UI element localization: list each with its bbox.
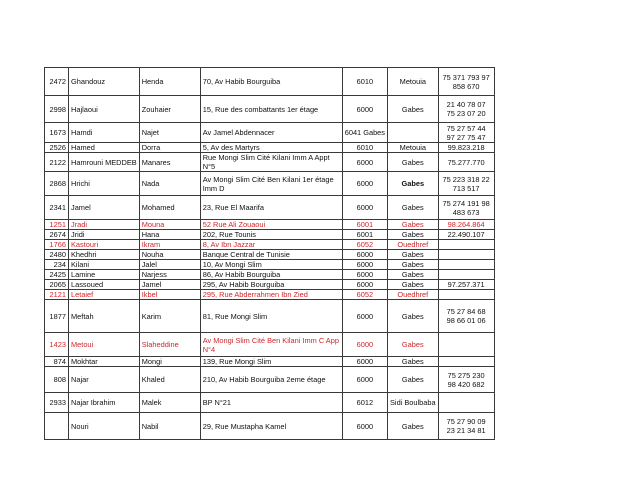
id-cell: 874 xyxy=(45,357,69,367)
table-row xyxy=(45,68,495,96)
id-cell: 2425 xyxy=(45,270,69,280)
address-cell: 5, Av des Martyrs xyxy=(200,143,342,153)
id-cell: 2998 xyxy=(45,96,69,123)
phone-cell: 97.257.371 xyxy=(438,280,494,290)
id-cell: 2480 xyxy=(45,250,69,260)
table-row xyxy=(45,290,495,300)
last-name-cell: Hamrouni MEDDEB xyxy=(69,153,140,172)
table-row xyxy=(45,220,495,230)
postal-code-cell: 6000 xyxy=(342,413,387,440)
city-cell: Gabes xyxy=(388,196,439,220)
last-name-cell: Kastouri xyxy=(69,240,140,250)
table-row xyxy=(45,300,495,333)
first-name-cell: Mongi xyxy=(139,357,200,367)
phone-cell xyxy=(438,240,494,250)
first-name-cell: Mouna xyxy=(139,220,200,230)
table-row xyxy=(45,153,495,172)
last-name-cell: Meftah xyxy=(69,300,140,333)
table-row xyxy=(45,270,495,280)
address-cell: 15, Rue des combattants 1er étage xyxy=(200,96,342,123)
phone-cell: 75 275 230 98 420 682 xyxy=(438,367,494,393)
table-row xyxy=(45,357,495,367)
address-cell: 81, Rue Mongi Slim xyxy=(200,300,342,333)
postal-code-cell: 6000 xyxy=(342,196,387,220)
postal-code-cell: 6010 xyxy=(342,68,387,96)
address-cell: 52 Rue Ali Zouaoui xyxy=(200,220,342,230)
last-name-cell: Mokhtar xyxy=(69,357,140,367)
address-cell: BP N°21 xyxy=(200,393,342,413)
table-row xyxy=(45,260,495,270)
first-name-cell: Slaheddine xyxy=(139,333,200,357)
last-name-cell: Nouri xyxy=(69,413,140,440)
last-name-cell: Jamel xyxy=(69,196,140,220)
table-row xyxy=(45,143,495,153)
id-cell: 234 xyxy=(45,260,69,270)
first-name-cell: Nada xyxy=(139,172,200,196)
id-cell: 1877 xyxy=(45,300,69,333)
postal-code-cell: 6000 xyxy=(342,270,387,280)
table-row xyxy=(45,393,495,413)
city-cell: Gabes xyxy=(388,250,439,260)
table-row xyxy=(45,413,495,440)
last-name-cell: Hrichi xyxy=(69,172,140,196)
last-name-cell: Najar Ibrahim xyxy=(69,393,140,413)
last-name-cell: Hamdi xyxy=(69,123,140,143)
city-cell: Gabes xyxy=(388,280,439,290)
last-name-cell: Jradi xyxy=(69,220,140,230)
city-cell: Gabes xyxy=(388,230,439,240)
table-row xyxy=(45,333,495,357)
postal-code-cell: 6000 xyxy=(342,172,387,196)
address-cell: 295, Av Habib Bourguiba xyxy=(200,280,342,290)
first-name-cell: Hana xyxy=(139,230,200,240)
table-row xyxy=(45,196,495,220)
last-name-cell: Hamed xyxy=(69,143,140,153)
city-cell: Ouedhref xyxy=(388,290,439,300)
table-body xyxy=(45,68,495,440)
postal-code-cell: 6000 xyxy=(342,96,387,123)
id-cell: 1251 xyxy=(45,220,69,230)
address-cell: Banque Central de Tunisie xyxy=(200,250,342,260)
first-name-cell: Narjess xyxy=(139,270,200,280)
city-cell: Gabes xyxy=(388,270,439,280)
city-cell: Gabes xyxy=(388,333,439,357)
table-row xyxy=(45,367,495,393)
first-name-cell: Ikbel xyxy=(139,290,200,300)
address-cell: 29, Rue Mustapha Kamel xyxy=(200,413,342,440)
address-cell: Av Mongi Slim Cité Ben Kilani Imm C App N°4 xyxy=(200,333,342,357)
last-name-cell: Metoui xyxy=(69,333,140,357)
city-cell: Ouedhref xyxy=(388,240,439,250)
phone-cell xyxy=(438,260,494,270)
last-name-cell: Najar xyxy=(69,367,140,393)
phone-cell: 75 27 57 44 97 27 75 47 xyxy=(438,123,494,143)
id-cell: 2065 xyxy=(45,280,69,290)
phone-cell: 75 371 793 97 858 670 xyxy=(438,68,494,96)
first-name-cell: Dorra xyxy=(139,143,200,153)
city-cell xyxy=(388,123,439,143)
address-cell: 210, Av Habib Bourguiba 2eme étage xyxy=(200,367,342,393)
first-name-cell: Mohamed xyxy=(139,196,200,220)
id-cell: 2674 xyxy=(45,230,69,240)
city-cell: Gabes xyxy=(388,260,439,270)
city-cell: Gabes xyxy=(388,300,439,333)
postal-code-cell: 6000 xyxy=(342,333,387,357)
phone-cell xyxy=(438,357,494,367)
first-name-cell: Jalel xyxy=(139,260,200,270)
table-row xyxy=(45,280,495,290)
phone-cell xyxy=(438,333,494,357)
postal-code-cell: 6001 xyxy=(342,220,387,230)
postal-code-cell: 6052 xyxy=(342,240,387,250)
address-cell: 139, Rue Mongi Slim xyxy=(200,357,342,367)
table-row xyxy=(45,230,495,240)
contacts-table xyxy=(44,67,495,440)
first-name-cell: Manares xyxy=(139,153,200,172)
postal-code-cell: 6000 xyxy=(342,300,387,333)
phone-cell: 98.264.864 xyxy=(438,220,494,230)
city-cell: Metouia xyxy=(388,143,439,153)
last-name-cell: Jridi xyxy=(69,230,140,240)
last-name-cell: Khedhri xyxy=(69,250,140,260)
first-name-cell: Ikram xyxy=(139,240,200,250)
phone-cell: 99.823.218 xyxy=(438,143,494,153)
id-cell: 2121 xyxy=(45,290,69,300)
table-row xyxy=(45,123,495,143)
first-name-cell: Najet xyxy=(139,123,200,143)
phone-cell: 75.277.770 xyxy=(438,153,494,172)
id-cell: 1766 xyxy=(45,240,69,250)
postal-code-cell: 6052 xyxy=(342,290,387,300)
postal-code-cell: 6000 xyxy=(342,153,387,172)
first-name-cell: Khaled xyxy=(139,367,200,393)
phone-cell: 75 27 90 09 23 21 34 81 xyxy=(438,413,494,440)
city-cell: Gabes xyxy=(388,367,439,393)
city-cell: Gabes xyxy=(388,413,439,440)
phone-cell xyxy=(438,290,494,300)
city-cell: Gabes xyxy=(388,357,439,367)
table-row xyxy=(45,96,495,123)
address-cell: Av Jamel Abdennacer xyxy=(200,123,342,143)
table-row xyxy=(45,240,495,250)
last-name-cell: Letaief xyxy=(69,290,140,300)
id-cell: 2933 xyxy=(45,393,69,413)
city-cell: Metouia xyxy=(388,68,439,96)
address-cell: 8, Av Ibn Jazzar xyxy=(200,240,342,250)
last-name-cell: Lassoued xyxy=(69,280,140,290)
id-cell: 1423 xyxy=(45,333,69,357)
address-cell: 202, Rue Tounis xyxy=(200,230,342,240)
postal-code-cell: 6000 xyxy=(342,367,387,393)
first-name-cell: Jamel xyxy=(139,280,200,290)
address-cell: 70, Av Habib Bourguiba xyxy=(200,68,342,96)
postal-code-cell: 6000 xyxy=(342,357,387,367)
postal-code-cell: 6001 xyxy=(342,230,387,240)
table-row xyxy=(45,172,495,196)
id-cell: 808 xyxy=(45,367,69,393)
postal-code-cell: 6000 xyxy=(342,260,387,270)
postal-code-cell: 6010 xyxy=(342,143,387,153)
address-cell: 86, Av Habib Bourguiba xyxy=(200,270,342,280)
id-cell: 2122 xyxy=(45,153,69,172)
city-cell: Gabes xyxy=(388,153,439,172)
city-cell: Gabes xyxy=(388,172,439,196)
first-name-cell: Nabil xyxy=(139,413,200,440)
address-cell: 23, Rue El Maarifa xyxy=(200,196,342,220)
postal-code-cell: 6000 xyxy=(342,280,387,290)
phone-cell: 22.490.107 xyxy=(438,230,494,240)
phone-cell: 75 27 84 68 98 66 01 06 xyxy=(438,300,494,333)
address-cell: Rue Mongi Slim Cité Kilani Imm A Appt N°5 xyxy=(200,153,342,172)
id-cell: 2868 xyxy=(45,172,69,196)
last-name-cell: Kilani xyxy=(69,260,140,270)
phone-cell xyxy=(438,250,494,260)
postal-code-cell: 6041 Gabes xyxy=(342,123,387,143)
id-cell xyxy=(45,413,69,440)
city-cell: Gabes xyxy=(388,220,439,230)
id-cell: 2341 xyxy=(45,196,69,220)
city-cell: Gabes xyxy=(388,96,439,123)
first-name-cell: Karim xyxy=(139,300,200,333)
phone-cell: 75 274 191 98 483 673 xyxy=(438,196,494,220)
last-name-cell: Lamine xyxy=(69,270,140,280)
phone-cell xyxy=(438,393,494,413)
id-cell: 1673 xyxy=(45,123,69,143)
address-cell: 295, Rue Abderrahmen Ibn Zied xyxy=(200,290,342,300)
first-name-cell: Henda xyxy=(139,68,200,96)
city-cell: Sidi Boulbaba xyxy=(388,393,439,413)
id-cell: 2526 xyxy=(45,143,69,153)
phone-cell: 75 223 318 22 713 517 xyxy=(438,172,494,196)
first-name-cell: Malek xyxy=(139,393,200,413)
first-name-cell: Nouha xyxy=(139,250,200,260)
first-name-cell: Zouhaier xyxy=(139,96,200,123)
postal-code-cell: 6000 xyxy=(342,250,387,260)
phone-cell: 21 40 78 07 75 23 07 20 xyxy=(438,96,494,123)
last-name-cell: Hajlaoui xyxy=(69,96,140,123)
phone-cell xyxy=(438,270,494,280)
address-cell: Av Mongi Slim Cité Ben Kilani 1er étage Imm D xyxy=(200,172,342,196)
id-cell: 2472 xyxy=(45,68,69,96)
address-cell: 10, Av Mongi Slim xyxy=(200,260,342,270)
last-name-cell: Ghandouz xyxy=(69,68,140,96)
postal-code-cell: 6012 xyxy=(342,393,387,413)
table-row xyxy=(45,250,495,260)
